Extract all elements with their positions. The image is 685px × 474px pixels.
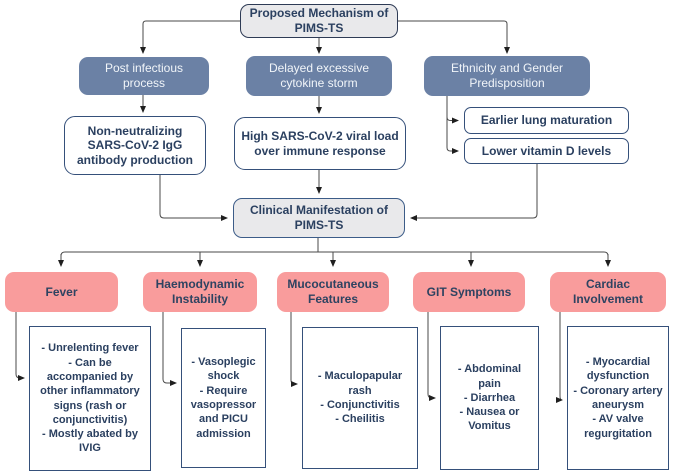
- node-post-infectious-process: Post infectious process: [79, 57, 209, 95]
- detail-item: - Maculopapular rash: [317, 370, 403, 397]
- detail-haemodynamic: [181, 328, 266, 468]
- detail-item: - Conjunctivitis: [320, 399, 400, 411]
- node-cardiac-involvement: Cardiac Involvement: [550, 272, 666, 312]
- node-fever: Fever: [5, 272, 118, 312]
- node-clinical-manifestation: Clinical Manifestation of PIMS-TS: [233, 198, 405, 238]
- detail-item: - Vasoplegic shock: [191, 356, 256, 383]
- arrow-haemodynamic-to-detail: [163, 312, 176, 383]
- detail-item: - Coronary artery aneurysm: [573, 384, 663, 411]
- arrow-vitamind-to-clinical: [411, 164, 537, 218]
- detail-item: - Mostly abated by IVIG: [42, 428, 138, 455]
- arrow-mucocutaneous-to-detail: [291, 312, 297, 384]
- detail-item: - Can be accompanied by other inflammatory signs (rash or conjunctivitis): [40, 356, 140, 426]
- arrow-ethnicity-to-lung: [447, 96, 458, 121]
- detail-git: [440, 326, 539, 470]
- arrow-fever-to-detail: [16, 312, 24, 378]
- arrow-cardiac-to-detail: [560, 312, 562, 400]
- arrow-top-to-postinfectious: [143, 21, 240, 53]
- detail-item: - Diarrhea: [463, 391, 516, 404]
- arrow-antibody-to-clinical: [160, 175, 227, 218]
- node-earlier-lung-maturation: Earlier lung maturation: [464, 107, 629, 134]
- clinical-fanout-rail: [61, 252, 608, 256]
- node-lower-vitamin-d: Lower vitamin D levels: [464, 138, 629, 164]
- node-haemodynamic-instability: Haemodynamic Instability: [143, 272, 257, 312]
- detail-item: - Cheilitis: [335, 413, 385, 426]
- node-nonneutralizing-antibody: Non-neutralizing SARS-CoV-2 IgG antibody production: [64, 116, 206, 175]
- detail-item: - Abdominal pain: [457, 363, 522, 390]
- node-ethnicity-gender-predisposition: Ethnicity and Gender Predisposition: [424, 56, 590, 96]
- arrow-ethnicity-to-vitamind: [447, 96, 458, 151]
- detail-item: - Unrelenting fever: [41, 342, 139, 355]
- node-delayed-cytokine-storm: Delayed excessive cytokine storm: [246, 56, 392, 96]
- detail-item: - Require vasopressor and PICU admission: [190, 384, 257, 440]
- node-mucocutaneous-features: Mucocutaneous Features: [277, 272, 389, 312]
- node-high-viral-load: High SARS-CoV-2 viral load over immune response: [234, 117, 406, 170]
- detail-item: - Myocardial dysfunction: [585, 356, 651, 383]
- detail-fever: [29, 326, 151, 471]
- node-git-symptoms: GIT Symptoms: [413, 272, 525, 312]
- detail-cardiac: [567, 326, 669, 470]
- arrow-top-to-ethnicity: [398, 21, 507, 53]
- detail-item: - Nausea or Vomitus: [459, 406, 520, 433]
- node-proposed-mechanism: Proposed Mechanism of PIMS-TS: [240, 4, 398, 38]
- arrow-git-to-detail: [428, 312, 435, 398]
- detail-mucocutaneous: [302, 327, 418, 469]
- detail-item: - AV valve regurgitation: [584, 413, 652, 440]
